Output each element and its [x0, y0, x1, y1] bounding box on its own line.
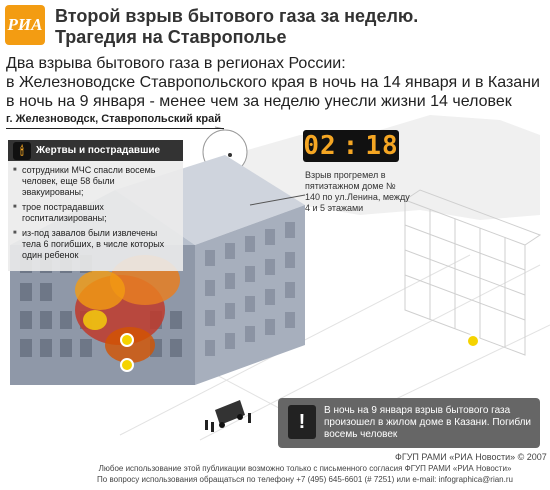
subtitle-line-3: в ночь на 9 января - менее чем за неделю унесли жизни 14 человек [6, 93, 512, 110]
title-line-1: Второй взрыв бытового газа за неделю. [55, 6, 419, 26]
kazan-marker [467, 335, 479, 347]
footer-line-1: Любое использование этой публикации возможно только с письменного согласия ФГУП РАМИ «РИА Новости» [98, 464, 512, 473]
location-underline [6, 128, 224, 129]
ria-logo [5, 5, 45, 45]
page-title [55, 6, 535, 48]
footer [60, 463, 550, 485]
clock-hours: 02 [303, 131, 337, 161]
list-item: ■ из-под завалов были извлечены тела 6 погибших, в числе которых один ребенок [22, 228, 177, 261]
list-item: ■ трое пострадавших госпитализированы; [22, 202, 177, 224]
kazan-note-text: В ночь на 9 января взрыв бытового газа произошел в жилом доме в Казани. Погибли восемь человек [324, 405, 532, 440]
casualties-title: Жертвы и пострадавшие [36, 145, 161, 156]
casualties-header [8, 140, 183, 161]
list-item: ■ сотрудники МЧС спасли восемь человек, еще 58 были эвакуированы; [22, 165, 177, 198]
exclamation-icon: ! [288, 405, 316, 439]
clock-minutes: 18 [365, 131, 399, 161]
footer-line-2: По вопросу использования обращаться по телефону +7 (495) 645-6601 (# 7251) или e-mail: infographica@rian.ru [97, 475, 513, 484]
kazan-note-panel [278, 398, 540, 448]
clock-colon: : [342, 131, 360, 161]
candle-icon: 🕯 [13, 142, 31, 160]
locator-dot [228, 153, 232, 157]
copyright: ФГУП РАМИ «РИА Новости» © 2007 [395, 452, 547, 462]
blast-marker-1 [121, 334, 133, 346]
casualties-panel [8, 140, 183, 271]
logo-text: РИА [7, 15, 43, 34]
subtitle-line-1: Два взрыва бытового газа в регионах России: [6, 55, 346, 72]
subtitle-line-2: в Железноводске Ставропольского края в ночь на 14 января и в Казани [6, 74, 540, 91]
title-line-2: Трагедия на Ставрополье [55, 27, 287, 47]
explosion-time-clock [303, 130, 399, 162]
casualties-list [8, 161, 183, 271]
location-label: г. Железноводск, Ставропольский край [6, 113, 222, 125]
blast-marker-2 [121, 359, 133, 371]
explosion-location-note: Взрыв прогремел в пятиэтажном доме № 140 по ул.Ленина, между 4 и 5 этажами [305, 170, 410, 213]
emergency-vehicle [215, 400, 245, 428]
